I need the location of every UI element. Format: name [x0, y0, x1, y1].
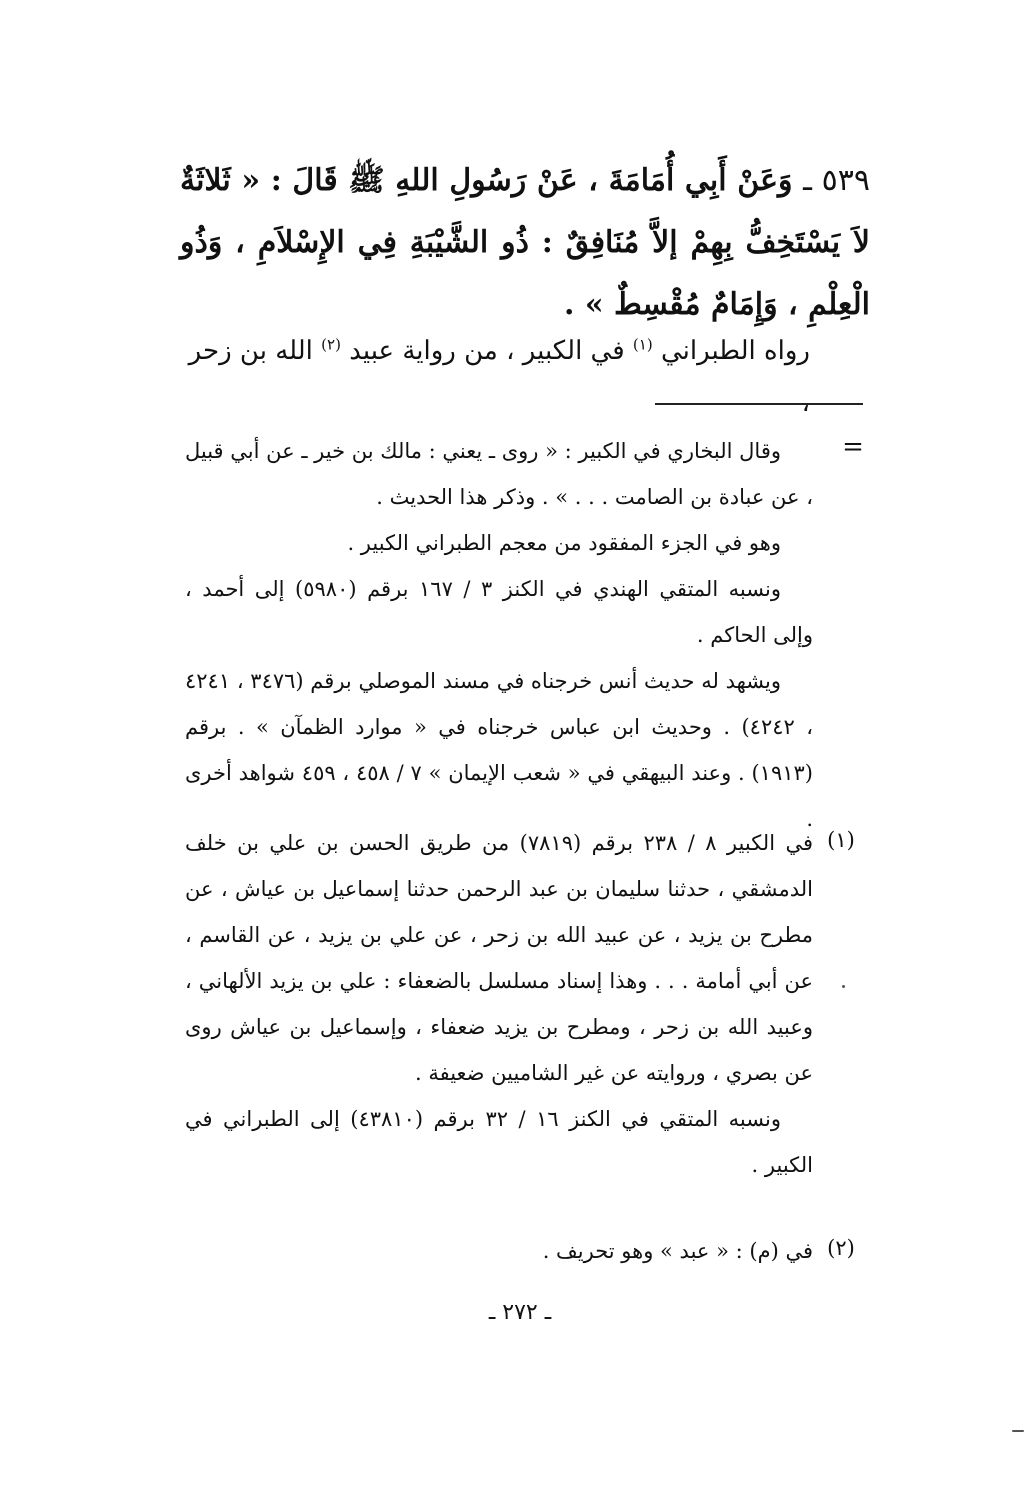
footnote-paragraph: ونسبه المتقي الهندي في الكنز ٣ / ١٦٧ برقم (٥٩٨٠) إلى أحمد ، وإلى الحاكم .	[185, 577, 813, 647]
scan-speck	[842, 985, 845, 988]
footnote-2-marker: (٢)	[827, 1236, 855, 1260]
hadith-text	[180, 150, 870, 336]
footnote-paragraph: وهو في الجزء المفقود من معجم الطبراني الكبير .	[347, 531, 781, 555]
hadith-number: ٥٣٩ ـ	[803, 163, 870, 198]
footnote-separator	[655, 403, 863, 405]
footnote-continuation	[185, 428, 813, 842]
page-number: ـ ٢٧٢ ـ	[488, 1300, 552, 1325]
narration-part2: في الكبير ، من رواية عبيد	[349, 336, 625, 366]
narration-line	[180, 325, 810, 429]
narration-part1: رواه الطبراني	[660, 336, 810, 366]
footnote-paragraph: ويشهد له حديث أنس خرجناه في مسند الموصلي برقم (٣٤٧٦ ، ٤٢٤١ ، ٤٢٤٢) . وحديث ابن عباس خرجناه في « موارد الظمآن » . برقم (١٩١٣) . وعند البيهقي في « شعب الإيمان » ٧ / ٤٥٨ ، ٤٥٩ شواهد أخرى .	[185, 669, 814, 831]
footnote-paragraph: في (م) : « عبد » وهو تحريف .	[542, 1239, 813, 1263]
footnote-paragraph: في الكبير ٨ / ٢٣٨ برقم (٧٨١٩) من طريق الحسن بن علي بن خلف الدمشقي ، حدثنا سليمان بن عبد الرحمن حدثنا إسماعيل بن عياش ، عن مطرح بن يزيد ، عن عبيد الله بن زحر ، عن علي بن يزيد ، عن القاسم ، عن أبي أمامة . . . وهذا إسناد مسلسل بالضعفاء : علي بن يزيد الألهاني ، وعبيد الله بن زحر ، ومطرح بن يزيد ضعفاء ، وإسماعيل بن عياش روى عن بصري ، وروايته عن غير الشاميين ضعيفة .	[185, 831, 813, 1085]
footnote-ref-1: (١)	[632, 335, 653, 354]
hadith-matn: ثَلاثَةٌ لاَ يَسْتَخِفُّ بِهِمْ إلاَّ مُنَافِقٌ : ذُو الشَّيْبَةِ فِي الإِسْلاَمِ ، وَذُو الْعِلْمِ ، وَإِمَامٌ مُقْسِطٌ	[180, 163, 870, 322]
footnote-paragraph: وقال البخاري في الكبير : « روى ـ يعني : مالك بن خير ـ عن أبي قبيل ، عن عبادة بن الصامت . . . » . وذكر هذا الحديث .	[184, 439, 813, 509]
footnote-1-marker: (١)	[827, 828, 855, 852]
footnote-ref-2: (٢)	[321, 335, 341, 354]
scan-speck	[1012, 1430, 1024, 1432]
footnote-paragraph: ونسبه المتقي في الكنز ١٦ / ٣٢ برقم (٤٣٨١٠) إلى الطبراني في الكبير .	[185, 1107, 813, 1177]
footnote-1	[185, 820, 813, 1188]
continuation-marker: =	[842, 432, 864, 462]
hadith-closing: » .	[563, 287, 604, 322]
hadith-isnad: وَعَنْ أَبِي أُمَامَةَ ، عَنْ رَسُولِ اللهِ ﷺ قَالَ : «	[241, 163, 793, 198]
narration-part3: الله بن زحر	[188, 336, 313, 366]
footnote-2	[185, 1228, 813, 1274]
